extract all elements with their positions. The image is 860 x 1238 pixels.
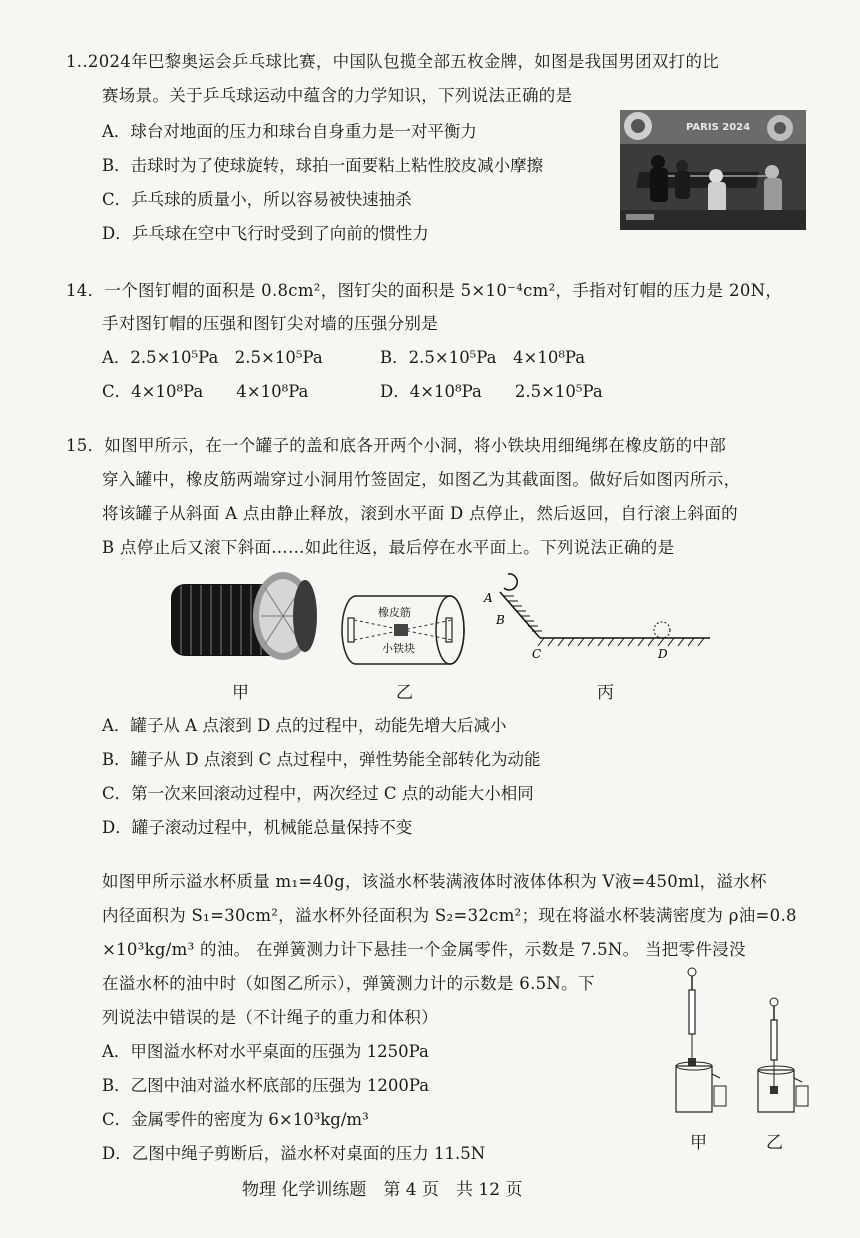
q14-stem-line1: 14．一个图钉帽的面积是 0.8cm²，图钉尖的面积是 5×10⁻⁴cm²，手指对钉帽的压力是 20N， (66, 281, 783, 300)
q14-option-c: C．4×10⁸Pa 4×10⁸Pa (102, 382, 309, 401)
q14-number: 14． (66, 281, 105, 300)
q16-stem-line4: 在溢水杯的油中时（如图乙所示），弹簧测力计的示数是 6.5N。下 (102, 974, 595, 993)
q13-number: 1.. (66, 52, 88, 71)
point-a-label: A (484, 591, 493, 605)
q14-stem-line2: 手对图钉帽的压强和图钉尖对墙的压强分别是 (102, 314, 438, 333)
q16-option-d: D．乙图中绳子剪断后，溢水杯对桌面的压力 11.5N (102, 1144, 486, 1163)
page-footer: 物理 化学训练题 第 4 页 共 12 页 (242, 1180, 523, 1200)
figure-bing-caption: 丙 (597, 683, 614, 703)
slope-diagram-art (474, 568, 714, 668)
overflow-cup-figure (668, 962, 818, 1126)
q13-option-b: B．击球时为了使球旋转，球拍一面要粘上粘性胶皮减小摩擦 (102, 156, 544, 175)
q13-option-d: D．乒乓球在空中飞行时受到了向前的惯性力 (102, 224, 429, 243)
q16-option-b: B．乙图中油对溢水杯底部的压强为 1200Pa (102, 1076, 430, 1095)
photo-banner-text: PARIS 2024 (686, 122, 751, 133)
label-iron-block: 小铁块 (382, 642, 415, 655)
q15-option-a: A．罐子从 A 点滚到 D 点的过程中，动能先增大后减小 (102, 716, 507, 735)
q16-stem-line3: ×10³kg/m³ 的油。 在弹簧测力计下悬挂一个金属零件，示数是 7.5N。 当把零件浸没 (102, 940, 746, 959)
q14-option-d: D．4×10⁸Pa 2.5×10⁵Pa (380, 382, 603, 401)
slope-diagram-figure (474, 568, 714, 672)
q14-option-a: A．2.5×10⁵Pa 2.5×10⁵Pa (102, 348, 323, 367)
label-rubber-band: 橡皮筋 (378, 606, 411, 619)
q16-option-a: A．甲图溢水杯对水平桌面的压强为 1250Pa (102, 1042, 429, 1061)
q13-stem-line1: 1..2024年巴黎奥运会乒乓球比赛，中国队包揽全部五枚金牌，如图是我国男团双打的比 (66, 52, 720, 71)
q16-option-c: C．金属零件的密度为 6×10³kg/m³ (102, 1110, 369, 1129)
q13-option-c: C．乒乓球的质量小，所以容易被快速抽杀 (102, 190, 412, 209)
q15-stem-line2: 穿入罐中，橡皮筋两端穿过小洞用竹签固定，如图乙为其截面图。做好后如图丙所示， (102, 470, 741, 489)
point-d-label: D (658, 647, 668, 661)
q15-stem-line1: 15．如图甲所示，在一个罐子的盖和底各开两个小洞，将小铁块用细绳绑在橡皮筋的中部 (66, 436, 727, 455)
q15-option-c: C．第一次来回滚动过程中，两次经过 C 点的动能大小相同 (102, 784, 534, 803)
q15-stem-line3: 将该罐子从斜面 A 点由静止释放，滚到水平面 D 点停止，然后返回，自行滚上斜面的 (102, 504, 738, 523)
cross-section-art (338, 590, 474, 670)
q15-stem-line4: B 点停止后又滚下斜面……如此往返，最后停在水平面上。下列说法正确的是 (102, 538, 675, 557)
cup-figure-yi-caption: 乙 (766, 1133, 783, 1153)
table-tennis-photo-art (620, 110, 806, 230)
point-b-label: B (496, 613, 505, 627)
q14-option-b: B．2.5×10⁵Pa 4×10⁸Pa (380, 348, 586, 367)
q15-number: 15． (66, 436, 105, 455)
q15-option-b: B．罐子从 D 点滚到 C 点过程中，弹性势能全部转化为动能 (102, 750, 541, 769)
can-photo-figure (165, 568, 325, 670)
q16-stem-line5: 列说法中错误的是（不计绳子的重力和体积） (102, 1008, 438, 1027)
q16-stem-line2: 内径面积为 S₁=30cm²，溢水杯外径面积为 S₂=32cm²；现在将溢水杯装满密度为 ρ油=0.8 (102, 906, 797, 925)
q15-option-d: D．罐子滚动过程中，机械能总量保持不变 (102, 818, 413, 837)
cup-figure-jia-caption: 甲 (690, 1133, 707, 1153)
overflow-cup-art (668, 962, 818, 1122)
q13-option-a: A．球台对地面的压力和球台自身重力是一对平衡力 (102, 122, 477, 141)
point-c-label: C (532, 647, 542, 661)
can-photo-art (165, 568, 325, 666)
q13-stem-line2: 赛场景。关于乒乓球运动中蕴含的力学知识，下列说法正确的是 (102, 86, 573, 105)
figure-jia-caption: 甲 (232, 683, 249, 703)
figure-yi-caption: 乙 (396, 683, 413, 703)
table-tennis-photo (620, 110, 806, 230)
q16-stem-line1: 如图甲所示溢水杯质量 m₁=40g，该溢水杯装满液体时液体体积为 V液=450ml，溢水杯 (102, 872, 767, 891)
can-cross-section-figure (338, 590, 474, 674)
